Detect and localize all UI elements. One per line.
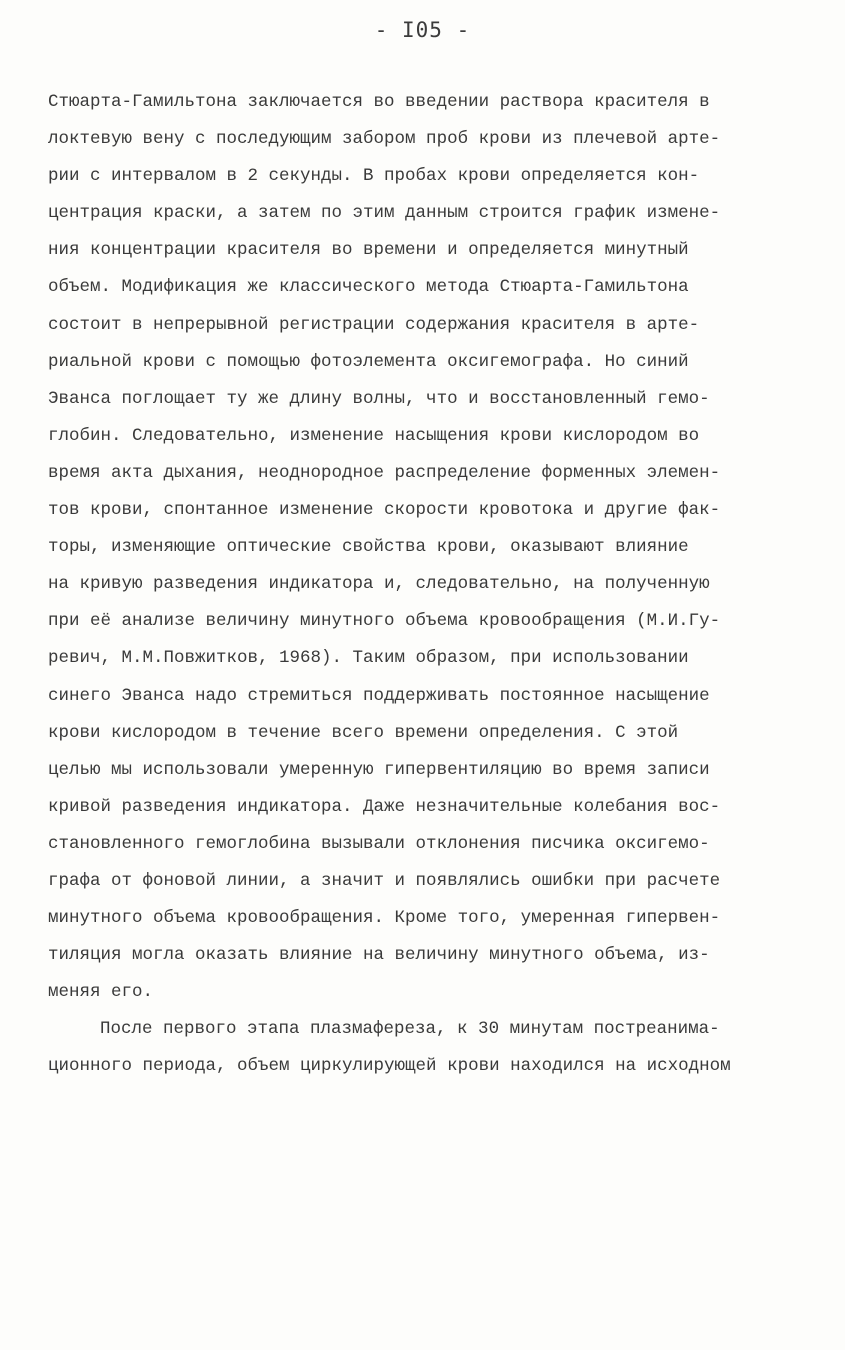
text-line: центрация краски, а затем по этим данным строится график измене- bbox=[48, 203, 721, 224]
text-line: кривой разведения индикатора. Даже незначительные колебания вос- bbox=[48, 796, 721, 817]
text-line: крови кислородом в течение всего времени определения. С этой bbox=[48, 722, 679, 743]
text-line: глобин. Следовательно, изменение насыщения крови кислородом во bbox=[48, 425, 700, 446]
text-line: меняя его. bbox=[48, 982, 154, 1003]
text-line: торы, изменяющие оптические свойства крови, оказывают влияние bbox=[48, 537, 689, 558]
text-line: графа от фоновой линии, а значит и появлялись ошибки при расчете bbox=[48, 870, 721, 891]
text-line: на кривую разведения индикатора и, следовательно, на полученную bbox=[48, 574, 710, 595]
text-line: объем. Модификация же классического метода Стюарта-Гамильтона bbox=[48, 277, 689, 298]
text-line: тов крови, спонтанное изменение скорости кровотока и другие фак- bbox=[48, 500, 721, 521]
text-line: риальной крови с помощью фотоэлемента оксигемографа. Но синий bbox=[48, 351, 689, 372]
text-line: рии с интервалом в 2 секунды. В пробах крови определяется кон- bbox=[48, 166, 700, 187]
paragraph-start-line: После первого этапа плазмафереза, к 30 минутам постреанима- bbox=[100, 1019, 720, 1040]
text-line: ционного периода, объем циркулирующей крови находился на исходном bbox=[48, 1056, 731, 1077]
text-line: целью мы использовали умеренную гипервентиляцию во время записи bbox=[48, 759, 710, 780]
body-text bbox=[48, 84, 808, 1086]
text-line: ния концентрации красителя во времени и определяется минутный bbox=[48, 240, 689, 261]
page-number: - I05 - bbox=[374, 18, 471, 42]
text-line: локтевую вену с последующим забором проб крови из плечевой арте- bbox=[48, 129, 721, 150]
text-line: Эванса поглощает ту же длину волны, что и восстановленный гемо- bbox=[48, 388, 710, 409]
text-line: синего Эванса надо стремиться поддерживать постоянное насыщение bbox=[48, 685, 710, 706]
text-line: состоит в непрерывной регистрации содержания красителя в арте- bbox=[48, 314, 700, 335]
text-line: тиляция могла оказать влияние на величину минутного объема, из- bbox=[48, 945, 710, 966]
text-line: время акта дыхания, неоднородное распределение форменных элемен- bbox=[48, 462, 721, 483]
text-line: становленного гемоглобина вызывали отклонения писчика оксигемо- bbox=[48, 833, 710, 854]
text-line: Стюарта-Гамильтона заключается во введении раствора красителя в bbox=[48, 92, 710, 112]
text-line: при её анализе величину минутного объема кровообращения (М.И.Гу- bbox=[48, 611, 721, 632]
text-line: минутного объема кровообращения. Кроме того, умеренная гипервен- bbox=[48, 908, 721, 929]
text-line: ревич, М.М.Повжитков, 1968). Таким образом, при использовании bbox=[48, 648, 689, 669]
